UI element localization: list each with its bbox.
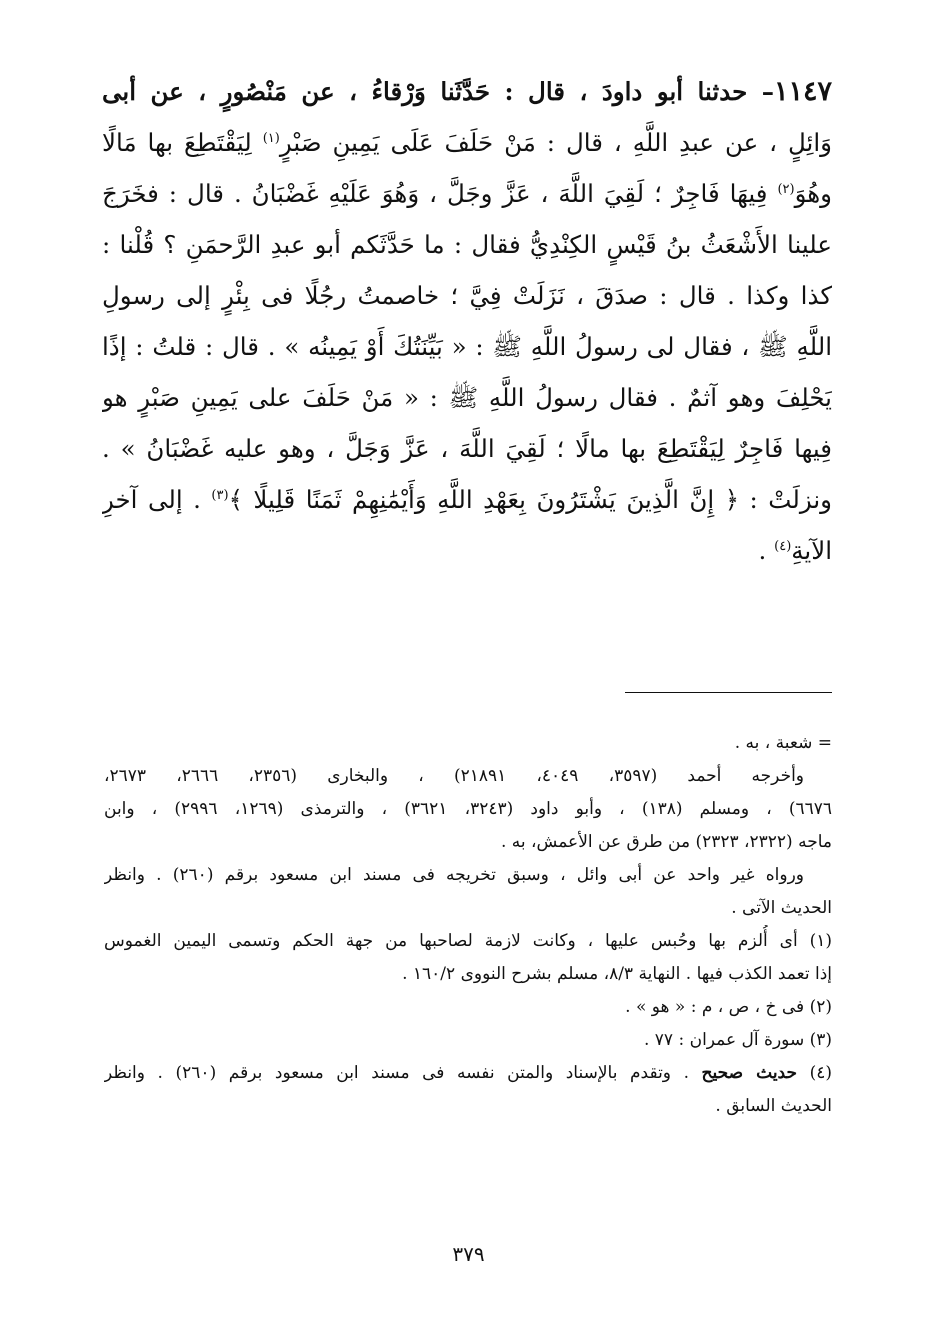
page-number: ٣٧٩: [452, 1242, 485, 1266]
main-line: اللَّهِ ﷺ ، فقال لى رسولُ اللَّهِ ﷺ : « بَيِّنَتُكَ أَوْ يَمِينُه » . قال : قلتُ : إذًا: [102, 332, 832, 361]
main-line: الآيةِ$^{(٤)}$ .: [758, 536, 832, 565]
footnote-line: وأخرجه أحمد (٣٥٩٧، ٤٠٤٩، ٢١٨٩١) ، والبخارى (٢٣٥٦، ٢٦٦٦، ٢٦٧٣،: [104, 766, 805, 786]
footnote-ref: (٤): [774, 538, 792, 554]
footnote-divider: [625, 692, 832, 693]
footnote-line: الحديث الآتى .: [731, 898, 832, 918]
footnote-line: ورواه غير واحد عن أبى وائل ، وسبق تخريجه فى مسند ابن مسعود برقم (٢٦٠) . وانظر: [104, 865, 804, 885]
footnote-line: (٤) حديث صحيح . وتقدم بالإسناد والمتن نفسه فى مسند ابن مسعود برقم (٢٦٠) . وانظر: [104, 1063, 832, 1083]
footnote-line: (٣) سورة آل عمران : ٧٧ .: [643, 1030, 832, 1050]
footnote-line: = شعبة ، به .: [734, 733, 832, 753]
main-line: علينا الأَشْعَثُ بنُ قَيْسٍ الكِنْدِيُّ فقال : ما حَدَّثَكم أبو عبدِ الرَّحمَنِ ؟ قُلْنا :: [102, 230, 832, 259]
main-line: يَحْلِفَ وهو آثمٌ . فقال رسولُ اللَّهِ ﷺ : « مَنْ حَلَفَ على يَمِينِ صَبْرٍ هو: [102, 383, 832, 412]
footnote-ref: (٣): [211, 487, 229, 503]
main-line: وَائِلٍ ، عن عبدِ اللَّهِ ، قال : مَنْ حَلَفَ عَلَى يَمِينِ صَبْرٍ$^{(١)}$ لِيَقْتَطِعَ بها مَالًا: [102, 128, 832, 157]
footnotes: [104, 727, 832, 1123]
footnote-line: (٢) فى خ ، ص ، م : « هو » .: [625, 997, 832, 1017]
footnote-line: ماجه (٢٣٢٢، ٢٣٢٣) من طرق عن الأعمش، به .: [501, 832, 832, 852]
footnote-line: (١) أى أُلزم بها وحُبس عليها ، وكانت لازمة لصاحبها من جهة الحكم وتسمى اليمين الغموس: [104, 931, 832, 951]
hadith-number: ١١٤٧: [773, 76, 832, 107]
main-line: ونزلَتْ : ﴿ إِنَّ الَّذِينَ يَشْتَرُونَ بِعَهْدِ اللَّهِ وَأَيْمَٰنِهِمْ ثَمَنًا قَلِيلًا ﴾$^{(٣)}$ . إلى آخرِ: [102, 485, 832, 514]
main-line: كذا وكذا . قال : صدَقَ ، نَزَلَتْ فِيَّ ؛ خاصمتُ رجُلًا فى بِئْرٍ إلى رسولِ: [102, 281, 832, 310]
footnote-line: الحديث السابق .: [715, 1096, 832, 1116]
main-line: ١١٤٧– حدثنا أبو داودَ ، قال : حَدَّثَنا وَرْقاءُ ، عن مَنْصُورٍ ، عن أبى: [102, 76, 832, 107]
main-line: وهُوَ$^{(٢)}$ فِيهَا فَاجِرٌ ؛ لَقِيَ اللَّهَ ، عَزَّ وجَلَّ ، وَهُوَ عَلَيْهِ غَضْبَانُ . قال : فخَرَجَ: [102, 179, 832, 208]
footnote-line: ٦٦٧٦) ، ومسلم (١٣٨) ، وأبو داود (٣٢٤٣، ٣٦٢١) ، والترمذى (١٢٦٩، ٢٩٩٦) ، وابن: [104, 799, 832, 819]
footnote-line: إذا تعمد الكذب فيها . النهاية ٨/٣، مسلم بشرح النووى ١٦٠/٢ .: [402, 964, 832, 984]
hadith-text: [102, 66, 832, 576]
main-line: فِيها فَاجِرٌ لِيَقْتَطِعَ بها مالًا ؛ لَقِيَ اللَّهَ ، عَزَّ وَجَلَّ ، وهو عليه غَضْبَانُ » .: [102, 434, 832, 463]
footnote-ref: (١): [262, 130, 280, 146]
footnote-ref: (٢): [777, 181, 795, 197]
grading-label: حديث صحيح: [701, 1063, 797, 1083]
